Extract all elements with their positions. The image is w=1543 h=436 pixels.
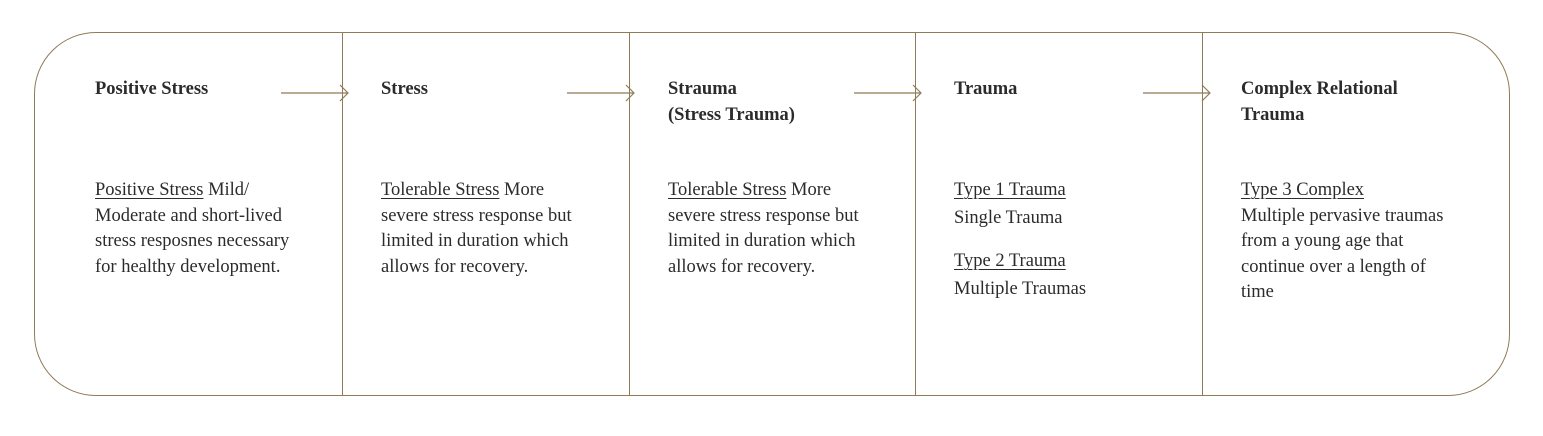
stage-description-text: Multiple pervasive traumas from a young age that continue over a length of time (1241, 205, 1444, 302)
stage-positive-stress (95, 0, 295, 436)
stage-term: Tolerable Stress (668, 180, 787, 200)
stage-strauma (668, 0, 868, 436)
stage-description (954, 178, 1154, 302)
stage-term: Type 3 Complex (1241, 180, 1365, 200)
stage-trauma (954, 0, 1154, 436)
right-arrow-icon (567, 82, 637, 104)
stage-title: Positive Stress (95, 79, 209, 99)
stage-description-text: More severe stress response but limited in duration which allows for recovery. (381, 180, 572, 277)
stage-title: Complex Relational Trauma (1241, 79, 1398, 125)
right-arrow-icon (854, 82, 924, 104)
stage-title: Trauma (954, 79, 1018, 99)
stage-term: Tolerable Stress (381, 180, 500, 200)
stage-description (381, 178, 581, 280)
stage-term: Positive Stress (95, 180, 204, 200)
stage-description (668, 178, 868, 280)
stage-term: Type 1 Trauma (954, 180, 1066, 200)
stage-description-text: More severe stress response but limited in duration which allows for recovery. (668, 180, 859, 277)
stage-term: Type 2 Trauma (954, 251, 1066, 271)
stage-complex-relational-trauma (1241, 0, 1466, 436)
stage-description-text: Multiple Traumas (954, 278, 1087, 299)
right-arrow-icon (281, 82, 351, 104)
stage-title: Strauma (Stress Trauma) (668, 79, 795, 125)
right-arrow-icon (1143, 82, 1213, 104)
stage-title: Stress (381, 79, 428, 99)
stage-description (1241, 178, 1466, 306)
stage-description (95, 178, 295, 280)
stage-description-text: Mild/ Moderate and short-lived stress resposnes necessary for healthy development. (95, 180, 290, 277)
stage-description-text: Single Trauma (954, 207, 1063, 228)
stage-stress (381, 0, 581, 436)
